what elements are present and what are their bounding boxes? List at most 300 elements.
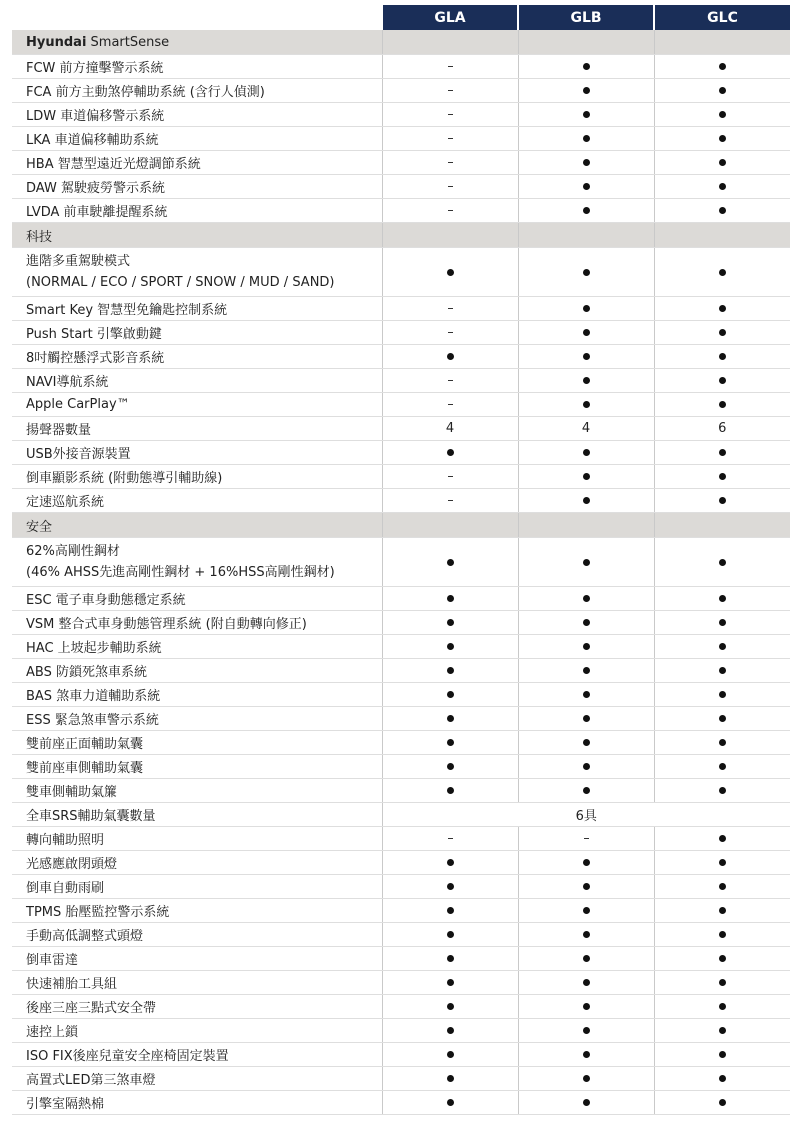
spec-label: 進階多重駕駛模式: [26, 254, 131, 269]
section-title: [12, 30, 382, 55]
standard-dot-icon: [447, 955, 454, 962]
spec-label: 光感應啟閉頭燈: [26, 857, 118, 872]
spec-value-glb: [518, 248, 654, 297]
standard-dot-icon: [447, 979, 454, 986]
spec-value-glc: [654, 465, 790, 489]
standard-dot-icon: [447, 715, 454, 722]
standard-dot-icon: [719, 979, 726, 986]
standard-dot-icon: [719, 595, 726, 602]
spec-label: 定速巡航系統: [26, 495, 105, 510]
section-title-brand: Hyundai: [26, 34, 87, 50]
spec-label: 轉向輔助照明: [26, 833, 105, 848]
spec-value-glb: [518, 199, 654, 223]
spec-value-glb: [518, 851, 654, 875]
section-filler: [654, 223, 790, 248]
standard-dot-icon: [719, 159, 726, 166]
spec-row: [12, 1067, 790, 1091]
spec-value-gla: [382, 79, 518, 103]
standard-dot-icon: [583, 183, 590, 190]
header-blank: [12, 5, 382, 30]
spec-value-glc: [654, 538, 790, 587]
spec-label: HBA 智慧型遠近光燈調節系統: [26, 157, 201, 172]
spec-value-glb: [518, 489, 654, 513]
spec-value-glb: [518, 538, 654, 587]
spec-label-cell: [12, 55, 382, 79]
spec-label: 62%高剛性鋼材: [26, 544, 120, 559]
spec-value-gla: [382, 465, 518, 489]
spec-value-glc: [654, 587, 790, 611]
not-available-dash-icon: [448, 210, 453, 211]
section-filler: [518, 513, 654, 538]
spec-value-gla: [382, 947, 518, 971]
section-filler: [382, 223, 518, 248]
spec-label: ABS 防鎖死煞車系統: [26, 665, 147, 680]
spec-value-gla: [382, 538, 518, 587]
spec-row: [12, 103, 790, 127]
section-filler: [382, 513, 518, 538]
spec-value-glc: [654, 441, 790, 465]
spec-label: 全車SRS輔助氣囊數量: [26, 809, 156, 824]
spec-value-glb: [518, 587, 654, 611]
spec-value-glc: [654, 659, 790, 683]
spec-row: [12, 441, 790, 465]
spec-row: [12, 1043, 790, 1067]
spec-label-cell: [12, 175, 382, 199]
spec-row: [12, 683, 790, 707]
standard-dot-icon: [447, 353, 454, 360]
spec-row: [12, 755, 790, 779]
spec-value-glc: [654, 1067, 790, 1091]
spec-label: 高置式LED第三煞車燈: [26, 1073, 156, 1088]
spec-value-glb: [518, 441, 654, 465]
header-gla: GLA: [382, 5, 518, 30]
not-available-dash-icon: [448, 404, 453, 405]
spec-label: 倒車顯影系統 (附動態導引輔助線): [26, 471, 223, 486]
spec-label: LDW 車道偏移警示系統: [26, 109, 165, 124]
standard-dot-icon: [447, 763, 454, 770]
spec-value-gla: [382, 1019, 518, 1043]
standard-dot-icon: [719, 955, 726, 962]
spec-label: LVDA 前車駛離提醒系統: [26, 205, 168, 220]
spec-row: [12, 803, 790, 827]
spec-row: [12, 393, 790, 417]
spec-value-gla: [382, 971, 518, 995]
spec-row: [12, 151, 790, 175]
spec-row: [12, 899, 790, 923]
spec-value-glc: [654, 1019, 790, 1043]
spec-label-cell: [12, 79, 382, 103]
not-available-dash-icon: [448, 476, 453, 477]
standard-dot-icon: [583, 643, 590, 650]
spec-value-glc: [654, 127, 790, 151]
spec-row: [12, 851, 790, 875]
spec-value-gla: [382, 635, 518, 659]
spec-value-glc: [654, 321, 790, 345]
standard-dot-icon: [583, 595, 590, 602]
spec-label-cell: [12, 659, 382, 683]
spec-value-text: 4: [445, 421, 455, 436]
spec-value-gla: [382, 103, 518, 127]
spec-value-gla: [382, 489, 518, 513]
spec-label: BAS 煞車力道輔助系統: [26, 689, 161, 704]
spec-row: [12, 971, 790, 995]
spec-value-glc: [654, 731, 790, 755]
spec-value-glc: [654, 151, 790, 175]
standard-dot-icon: [719, 763, 726, 770]
standard-dot-icon: [447, 595, 454, 602]
spec-label-cell: [12, 707, 382, 731]
spec-row: [12, 707, 790, 731]
section-filler: [382, 30, 518, 55]
spec-label: 揚聲器數量: [26, 423, 92, 438]
spec-value-gla: [382, 1091, 518, 1115]
standard-dot-icon: [447, 739, 454, 746]
spec-value-glb: [518, 297, 654, 321]
spec-label-line2: (46% AHSS先進高剛性鋼材 + 16%HSS高剛性鋼材): [26, 565, 335, 580]
spec-value-gla: [382, 827, 518, 851]
spec-value-glc: [654, 345, 790, 369]
spec-value-gla: [382, 755, 518, 779]
spec-label-cell: [12, 995, 382, 1019]
standard-dot-icon: [447, 269, 454, 276]
standard-dot-icon: [583, 955, 590, 962]
spec-value-glb: [518, 417, 654, 441]
spec-value-glb: [518, 707, 654, 731]
spec-value-glb: [518, 103, 654, 127]
spec-value-glb: [518, 1067, 654, 1091]
spec-value-glb: [518, 659, 654, 683]
standard-dot-icon: [583, 111, 590, 118]
standard-dot-icon: [719, 619, 726, 626]
standard-dot-icon: [583, 715, 590, 722]
spec-row: [12, 995, 790, 1019]
spec-label-cell: [12, 851, 382, 875]
spec-value-gla: [382, 151, 518, 175]
standard-dot-icon: [583, 1051, 590, 1058]
section-title-text: SmartSense: [86, 34, 170, 50]
spec-row: [12, 875, 790, 899]
standard-dot-icon: [719, 667, 726, 674]
not-available-dash-icon: [448, 838, 453, 839]
standard-dot-icon: [447, 619, 454, 626]
spec-label-cell: [12, 611, 382, 635]
spec-value-gla: [382, 127, 518, 151]
standard-dot-icon: [447, 907, 454, 914]
standard-dot-icon: [719, 859, 726, 866]
spec-label: TPMS 胎壓監控警示系統: [26, 905, 170, 920]
standard-dot-icon: [583, 497, 590, 504]
spec-row: [12, 1019, 790, 1043]
standard-dot-icon: [583, 269, 590, 276]
spec-label-cell: [12, 731, 382, 755]
spec-value-gla: [382, 587, 518, 611]
spec-value-glb: [518, 1043, 654, 1067]
spec-label-cell: [12, 875, 382, 899]
spec-row: [12, 635, 790, 659]
spec-row: [12, 369, 790, 393]
spec-body: [12, 30, 790, 1115]
spec-value-glc: [654, 635, 790, 659]
standard-dot-icon: [583, 87, 590, 94]
standard-dot-icon: [583, 1003, 590, 1010]
spec-row: [12, 297, 790, 321]
spec-value-glc: [654, 923, 790, 947]
spec-label: 手動高低調整式頭燈: [26, 929, 144, 944]
spec-value-glc: [654, 103, 790, 127]
spec-row: [12, 779, 790, 803]
spec-table: [12, 5, 790, 1115]
spec-value-glb: [518, 369, 654, 393]
standard-dot-icon: [447, 1027, 454, 1034]
standard-dot-icon: [583, 931, 590, 938]
spec-label-cell: [12, 779, 382, 803]
standard-dot-icon: [719, 135, 726, 142]
spec-value-glc: [654, 79, 790, 103]
spec-label-cell: [12, 1091, 382, 1115]
spec-value-glb: [518, 79, 654, 103]
spec-label-cell: [12, 103, 382, 127]
spec-value-glb: [518, 345, 654, 369]
spec-value-glc: [654, 707, 790, 731]
spec-value-gla: [382, 659, 518, 683]
spec-label: Apple CarPlay™: [26, 397, 130, 412]
standard-dot-icon: [447, 1075, 454, 1082]
spec-value-glb: [518, 731, 654, 755]
spec-label-cell: [12, 465, 382, 489]
spec-value-glc: [654, 755, 790, 779]
spec-value-gla: [382, 683, 518, 707]
spec-label-cell: [12, 923, 382, 947]
standard-dot-icon: [447, 883, 454, 890]
standard-dot-icon: [719, 1075, 726, 1082]
standard-dot-icon: [719, 401, 726, 408]
spec-label: Smart Key 智慧型免鑰匙控制系統: [26, 303, 228, 318]
spec-label-cell: [12, 803, 382, 827]
spec-value-glb: [518, 683, 654, 707]
standard-dot-icon: [583, 1099, 590, 1106]
header-row: [12, 5, 790, 30]
standard-dot-icon: [719, 305, 726, 312]
spec-label: FCA 前方主動煞停輔助系統 (含行人偵測): [26, 85, 265, 100]
spec-label-cell: [12, 248, 382, 297]
spec-label: 快速補胎工具組: [26, 977, 118, 992]
spec-value-glb: [518, 1091, 654, 1115]
spec-value-glb: [518, 971, 654, 995]
spec-row: [12, 1091, 790, 1115]
standard-dot-icon: [583, 159, 590, 166]
standard-dot-icon: [447, 559, 454, 566]
spec-label-cell: [12, 947, 382, 971]
standard-dot-icon: [447, 449, 454, 456]
spec-label-cell: [12, 755, 382, 779]
spec-value-span: 6具: [382, 803, 790, 827]
spec-label-cell: [12, 1019, 382, 1043]
spec-value-glc: [654, 248, 790, 297]
standard-dot-icon: [447, 1099, 454, 1106]
standard-dot-icon: [447, 859, 454, 866]
spec-label-cell: [12, 683, 382, 707]
spec-value-glb: [518, 875, 654, 899]
spec-label: DAW 駕駛疲勞警示系統: [26, 181, 165, 196]
spec-label-cell: [12, 489, 382, 513]
not-available-dash-icon: [448, 380, 453, 381]
spec-value-gla: [382, 923, 518, 947]
spec-row: [12, 79, 790, 103]
not-available-dash-icon: [448, 66, 453, 67]
standard-dot-icon: [719, 883, 726, 890]
spec-value-glb: [518, 321, 654, 345]
spec-value-gla: [382, 707, 518, 731]
spec-row: [12, 587, 790, 611]
spec-label: 後座三座三點式安全帶: [26, 1001, 157, 1016]
spec-value-text: 6: [718, 421, 727, 436]
spec-label-cell: [12, 297, 382, 321]
spec-value-glc: [654, 899, 790, 923]
spec-value-gla: [382, 297, 518, 321]
spec-value-glb: [518, 393, 654, 417]
standard-dot-icon: [583, 135, 590, 142]
spec-row: [12, 417, 790, 441]
standard-dot-icon: [583, 305, 590, 312]
standard-dot-icon: [583, 329, 590, 336]
spec-label-cell: [12, 321, 382, 345]
not-available-dash-icon: [448, 114, 453, 115]
spec-label-cell: [12, 345, 382, 369]
spec-value-glc: [654, 489, 790, 513]
spec-row: [12, 947, 790, 971]
spec-value-glc: [654, 851, 790, 875]
spec-label: 雙前座車側輔助氣囊: [26, 761, 144, 776]
spec-value-glb: [518, 635, 654, 659]
spec-row: [12, 538, 790, 587]
spec-row: [12, 321, 790, 345]
spec-value-glb: [518, 1019, 654, 1043]
standard-dot-icon: [719, 63, 726, 70]
standard-dot-icon: [719, 1003, 726, 1010]
not-available-dash-icon: [448, 138, 453, 139]
section-filler: [518, 30, 654, 55]
spec-value-glb: [518, 465, 654, 489]
spec-row: [12, 175, 790, 199]
standard-dot-icon: [719, 931, 726, 938]
standard-dot-icon: [719, 1051, 726, 1058]
spec-label-cell: [12, 151, 382, 175]
not-available-dash-icon: [584, 838, 589, 839]
standard-dot-icon: [719, 473, 726, 480]
header-glb: GLB: [518, 5, 654, 30]
spec-value-glb: [518, 127, 654, 151]
spec-label: HAC 上坡起步輔助系統: [26, 641, 162, 656]
spec-value-glc: [654, 1043, 790, 1067]
spec-row: [12, 465, 790, 489]
spec-row: [12, 345, 790, 369]
standard-dot-icon: [719, 787, 726, 794]
spec-value-glb: [518, 55, 654, 79]
standard-dot-icon: [719, 87, 726, 94]
not-available-dash-icon: [448, 90, 453, 91]
spec-label-cell: [12, 393, 382, 417]
spec-value-gla: [382, 441, 518, 465]
standard-dot-icon: [583, 787, 590, 794]
spec-value-glc: [654, 875, 790, 899]
spec-value-glb: [518, 899, 654, 923]
spec-value-gla: [382, 1043, 518, 1067]
spec-label: 倒車雷達: [26, 953, 79, 968]
standard-dot-icon: [447, 931, 454, 938]
spec-row: [12, 659, 790, 683]
spec-label: ISO FIX後座兒童安全座椅固定裝置: [26, 1049, 229, 1064]
standard-dot-icon: [447, 1003, 454, 1010]
standard-dot-icon: [583, 473, 590, 480]
standard-dot-icon: [719, 559, 726, 566]
spec-label: USB外接音源裝置: [26, 447, 131, 462]
section-filler: [654, 513, 790, 538]
spec-value-glc: [654, 1091, 790, 1115]
not-available-dash-icon: [448, 186, 453, 187]
spec-label: 雙車側輔助氣簾: [26, 785, 118, 800]
standard-dot-icon: [719, 183, 726, 190]
standard-dot-icon: [719, 907, 726, 914]
spec-value-glc: [654, 199, 790, 223]
standard-dot-icon: [719, 329, 726, 336]
header-glc: GLC: [654, 5, 790, 30]
spec-value-glc: [654, 683, 790, 707]
standard-dot-icon: [719, 1027, 726, 1034]
spec-label-cell: [12, 899, 382, 923]
spec-value-gla: [382, 1067, 518, 1091]
spec-label-cell: [12, 971, 382, 995]
spec-label: 倒車自動雨刷: [26, 881, 105, 896]
spec-label-cell: [12, 441, 382, 465]
standard-dot-icon: [719, 353, 726, 360]
standard-dot-icon: [583, 691, 590, 698]
standard-dot-icon: [447, 643, 454, 650]
spec-label: 雙前座正面輔助氣囊: [26, 737, 144, 752]
spec-value-glb: [518, 995, 654, 1019]
spec-label: FCW 前方撞擊警示系統: [26, 61, 164, 76]
standard-dot-icon: [719, 643, 726, 650]
standard-dot-icon: [719, 497, 726, 504]
spec-value-glc: [654, 779, 790, 803]
standard-dot-icon: [583, 1075, 590, 1082]
spec-label-cell: [12, 1067, 382, 1091]
not-available-dash-icon: [448, 332, 453, 333]
spec-value-gla: [382, 175, 518, 199]
spec-row: [12, 199, 790, 223]
standard-dot-icon: [583, 667, 590, 674]
standard-dot-icon: [583, 619, 590, 626]
standard-dot-icon: [447, 691, 454, 698]
spec-value-text: 4: [581, 421, 591, 436]
spec-value-gla: [382, 393, 518, 417]
spec-label-cell: [12, 127, 382, 151]
spec-value-gla: [382, 321, 518, 345]
spec-value-glc: [654, 417, 790, 441]
spec-label-line2: (NORMAL / ECO / SPORT / SNOW / MUD / SAND): [26, 275, 335, 290]
not-available-dash-icon: [448, 500, 453, 501]
spec-value-glb: [518, 923, 654, 947]
section-filler: [654, 30, 790, 55]
spec-label: 速控上鎖: [26, 1025, 79, 1040]
spec-label: ESC 電子車身動態穩定系統: [26, 593, 186, 608]
spec-value-glb: [518, 755, 654, 779]
standard-dot-icon: [583, 377, 590, 384]
spec-value-glc: [654, 55, 790, 79]
spec-row: [12, 827, 790, 851]
standard-dot-icon: [583, 559, 590, 566]
standard-dot-icon: [719, 691, 726, 698]
standard-dot-icon: [719, 111, 726, 118]
